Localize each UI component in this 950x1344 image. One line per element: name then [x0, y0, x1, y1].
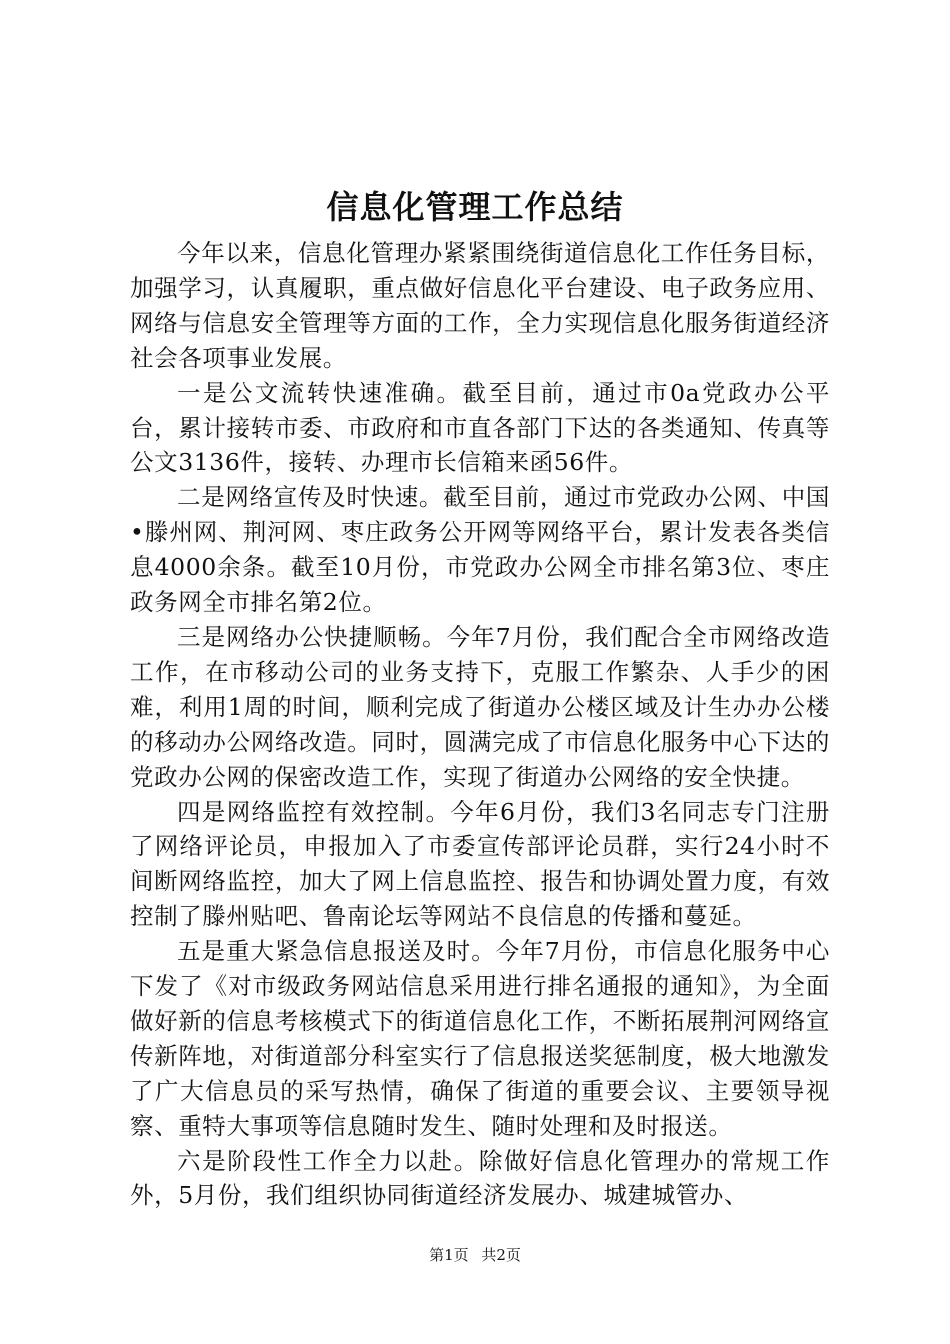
- document-body: [130, 236, 830, 1213]
- page-footer: [0, 1245, 950, 1265]
- paragraph-6: 六是阶段性工作全力以赴。除做好信息化管理办的常规工作外，5月份，我们组织协同街道经济发展办、城建城管办、: [130, 1146, 830, 1210]
- paragraph-3: 三是网络办公快捷顺畅。今年7月份，我们配合全市网络改造工作，在市移动公司的业务支持下，克服工作繁杂、人手少的困难，利用1周的时间，顺利完成了街道办公楼区域及计生办办公楼的移动办公网络改造。同时，圆满完成了市信息化服务中心下达的党政办公网的保密改造工作，实现了街道办公网络的安全快捷。: [130, 622, 830, 791]
- page-number-total: 共2页: [481, 1246, 521, 1264]
- paragraph-4: 四是网络监控有效控制。今年6月份，我们3名同志专门注册了网络评论员，申报加入了市委宣传部评论员群，实行24小时不间断网络监控，加大了网上信息监控、报告和协调处置力度，有效控制了滕州贴吧、鲁南论坛等网站不良信息的传播和蔓延。: [130, 797, 830, 931]
- document-title: 信息化管理工作总结: [326, 188, 624, 226]
- paragraph-1: 一是公文流转快速准确。截至目前，通过市0a党政办公平台，累计接转市委、市政府和市直各部门下达的各类通知、传真等公文3136件，接转、办理市长信箱来函56件。: [130, 378, 830, 477]
- paragraph-intro: 今年以来，信息化管理办紧紧围绕街道信息化工作任务目标，加强学习，认真履职，重点做好信息化平台建设、电子政务应用、网络与信息安全管理等方面的工作，全力实现信息化服务街道经济社会各项事业发展。: [130, 239, 830, 372]
- paragraph-2: 二是网络宣传及时快速。截至目前，通过市党政办公网、中国•滕州网、荆河网、枣庄政务公开网等网络平台，累计发表各类信息4000余条。截至10月份，市党政办公网全市排名第3位、枣庄政务网全市排名第2位。: [130, 483, 830, 617]
- paragraph-5: 五是重大紧急信息报送及时。今年7月份，市信息化服务中心下发了《对市级政务网站信息采用进行排名通报的通知》，为全面做好新的信息考核模式下的街道信息化工作，不断拓展荆河网络宣传新阵地，对街道部分科室实行了信息报送奖惩制度，极大地激发了广大信息员的采写热情，确保了街道的重要会议、主要领导视察、重特大事项等信息随时发生、随时处理和及时报送。: [130, 937, 830, 1140]
- page-number-current: 第1页: [429, 1246, 469, 1264]
